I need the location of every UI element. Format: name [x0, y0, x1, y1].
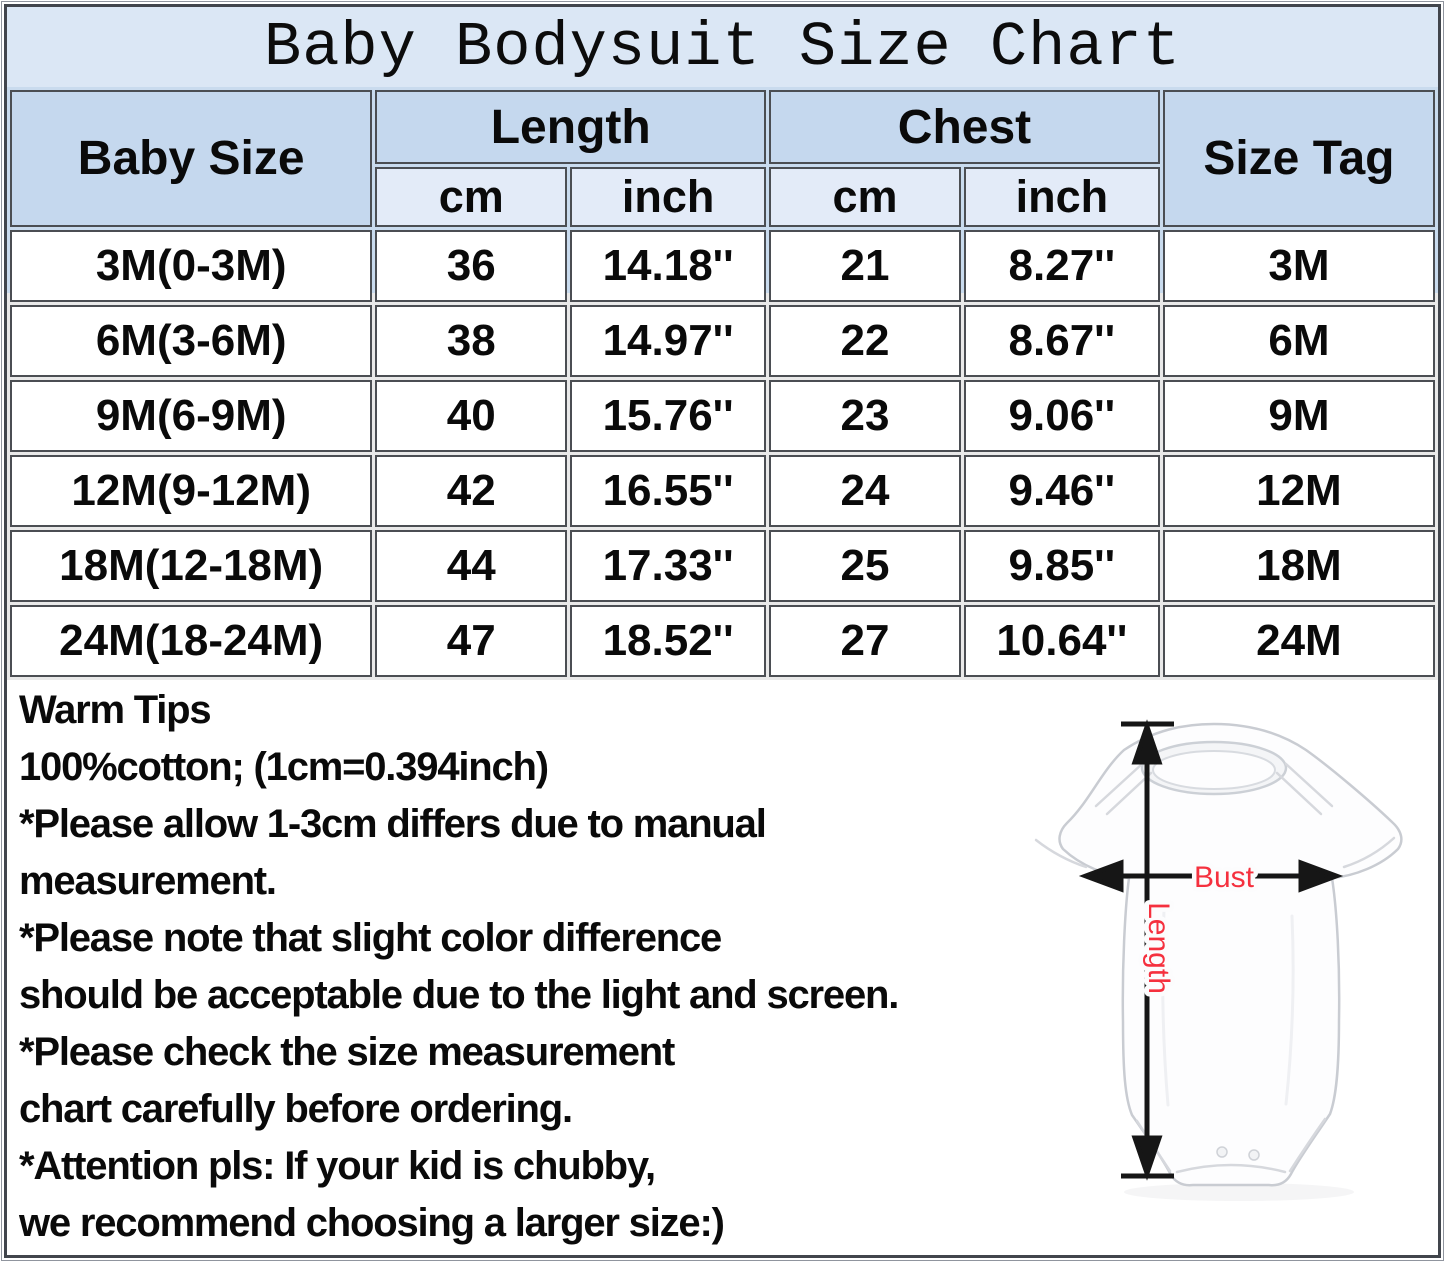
cell-baby-size: 18M(12-18M) — [10, 530, 372, 602]
cell-length-cm: 47 — [375, 605, 567, 677]
cell-chest-inch: 8.27'' — [964, 230, 1160, 302]
tips-line: *Please allow 1-3cm differs due to manual — [19, 802, 766, 846]
table-row — [10, 305, 1435, 377]
cell-chest-inch: 9.85'' — [964, 530, 1160, 602]
cell-length-inch: 17.33'' — [570, 530, 766, 602]
tips-line: *Attention pls: If your kid is chubby, — [19, 1144, 655, 1188]
cell-length-cm: 42 — [375, 455, 567, 527]
cell-baby-size: 6M(3-6M) — [10, 305, 372, 377]
cell-size-tag: 12M — [1163, 455, 1435, 527]
cell-length-cm: 38 — [375, 305, 567, 377]
tips-line: *Please note that slight color difference — [19, 916, 722, 960]
snap-button — [1249, 1150, 1259, 1160]
page-inner — [4, 4, 1441, 1258]
cell-size-tag: 3M — [1163, 230, 1435, 302]
table-row — [10, 380, 1435, 452]
cell-chest-inch: 9.06'' — [964, 380, 1160, 452]
page-frame — [1, 1, 1444, 1261]
cell-length-inch: 15.76'' — [570, 380, 766, 452]
table-row — [10, 230, 1435, 302]
page-title: Baby Bodysuit Size Chart — [7, 7, 1438, 87]
cell-chest-cm: 24 — [769, 455, 961, 527]
cell-chest-cm: 21 — [769, 230, 961, 302]
header-chest-cm: cm — [769, 167, 961, 227]
header-chest: Chest — [769, 90, 1160, 164]
cell-baby-size: 24M(18-24M) — [10, 605, 372, 677]
cell-length-cm: 40 — [375, 380, 567, 452]
tips-line: *Please check the size measurement — [19, 1030, 675, 1074]
cell-chest-cm: 25 — [769, 530, 961, 602]
header-length-cm: cm — [375, 167, 567, 227]
header-chest-inch: inch — [964, 167, 1160, 227]
bust-label: Bust — [1193, 861, 1255, 894]
table-row — [10, 530, 1435, 602]
cell-size-tag: 9M — [1163, 380, 1435, 452]
cell-length-inch: 16.55'' — [570, 455, 766, 527]
cell-size-tag: 18M — [1163, 530, 1435, 602]
header-length: Length — [375, 90, 766, 164]
size-chart-table — [7, 87, 1438, 680]
tips-line: should be acceptable due to the light and screen. — [19, 973, 899, 1017]
cell-chest-inch: 10.64'' — [964, 605, 1160, 677]
collar-binding — [1153, 751, 1275, 789]
bodysuit-illustration — [1036, 724, 1401, 1185]
tips-line: we recommend choosing a larger size:) — [19, 1201, 724, 1245]
header-row-groups — [10, 90, 1435, 164]
cell-baby-size: 9M(6-9M) — [10, 380, 372, 452]
header-baby-size: Baby Size — [10, 90, 372, 227]
tips-section — [19, 682, 898, 1252]
tips-line: 100%cotton; (1cm=0.394inch) — [19, 745, 548, 789]
header-length-inch: inch — [570, 167, 766, 227]
cell-baby-size: 12M(9-12M) — [10, 455, 372, 527]
bodysuit-figure — [824, 680, 1436, 1250]
cell-chest-cm: 23 — [769, 380, 961, 452]
table-row — [10, 605, 1435, 677]
table-row — [10, 455, 1435, 527]
cell-chest-cm: 22 — [769, 305, 961, 377]
cell-length-inch: 18.52'' — [570, 605, 766, 677]
bottom-section — [7, 680, 1438, 1253]
snap-button — [1217, 1147, 1227, 1157]
cell-chest-inch: 9.46'' — [964, 455, 1160, 527]
length-label: Length — [1142, 902, 1175, 994]
cell-size-tag: 24M — [1163, 605, 1435, 677]
cell-size-tag: 6M — [1163, 305, 1435, 377]
tips-line: chart carefully before ordering. — [19, 1087, 572, 1131]
cell-chest-inch: 8.67'' — [964, 305, 1160, 377]
cell-length-cm: 36 — [375, 230, 567, 302]
cell-length-cm: 44 — [375, 530, 567, 602]
tips-line: measurement. — [19, 859, 276, 903]
cell-baby-size: 3M(0-3M) — [10, 230, 372, 302]
cell-chest-cm: 27 — [769, 605, 961, 677]
header-size-tag: Size Tag — [1163, 90, 1435, 227]
cell-length-inch: 14.18'' — [570, 230, 766, 302]
cell-length-inch: 14.97'' — [570, 305, 766, 377]
tips-heading: Warm Tips — [19, 688, 211, 732]
